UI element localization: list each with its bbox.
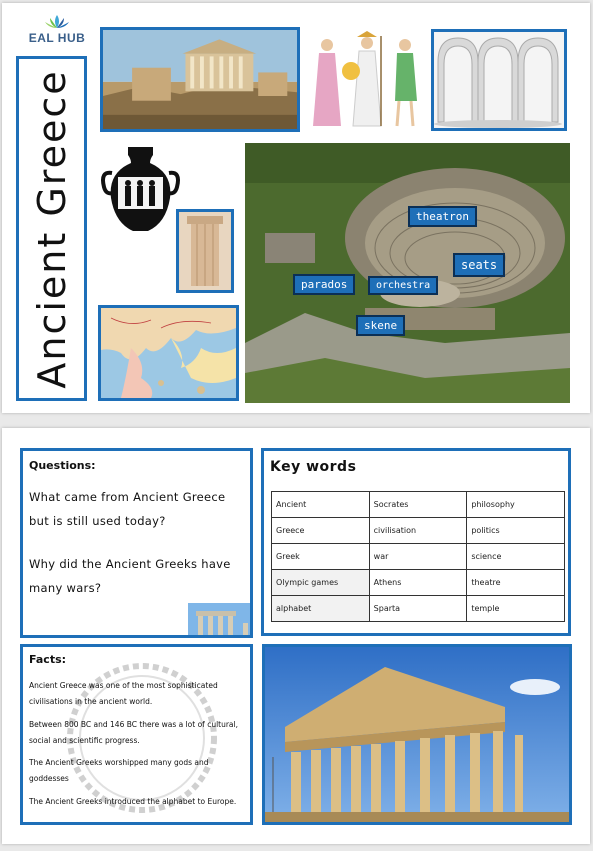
- parthenon-image: [262, 644, 572, 825]
- fact-item: Between 800 BC and 146 BC there was a lot of cultural, social and scientific progress.: [29, 720, 239, 745]
- table-row: [272, 570, 565, 596]
- keyword-cell: Athens: [369, 570, 467, 596]
- fact-item: Ancient Greece was one of the most sophisticated civilisations in the ancient world.: [29, 681, 218, 706]
- greek-theatre-image: [245, 143, 570, 403]
- key-words-table: [271, 491, 565, 622]
- seats-label: seats: [453, 253, 505, 277]
- worksheet-page-1: [2, 3, 590, 413]
- keyword-cell: theatre: [467, 570, 565, 596]
- keyword-cell: temple: [467, 596, 565, 622]
- facts-panel: [20, 644, 253, 825]
- fact-item: The Ancient Greeks worshipped many gods and goddesses: [29, 758, 209, 783]
- questions-heading: Questions:: [29, 459, 96, 472]
- orchestra-label: orchestra: [368, 276, 438, 295]
- key-words-panel: [261, 448, 571, 636]
- eal-hub-logo: [22, 13, 92, 47]
- question-2: Why did the Ancient Greeks have many wars?: [29, 557, 231, 595]
- table-row: [272, 518, 565, 544]
- table-row: [272, 492, 565, 518]
- question-1: What came from Ancient Greece but is still used today?: [29, 490, 226, 528]
- table-row: [272, 596, 565, 622]
- table-row: [272, 544, 565, 570]
- lotus-icon: [44, 13, 70, 29]
- questions-panel: [20, 448, 253, 638]
- keyword-cell: Sparta: [369, 596, 467, 622]
- skene-label: skene: [356, 315, 405, 336]
- keyword-cell: Socrates: [369, 492, 467, 518]
- keyword-cell: Ancient: [272, 492, 370, 518]
- worksheet-page-2: [2, 428, 590, 844]
- keyword-cell: science: [467, 544, 565, 570]
- page-title: Ancient Greece: [29, 68, 74, 389]
- pillar-image: [176, 209, 234, 293]
- temple-ruin-image: [188, 603, 253, 638]
- arches-image: [431, 29, 567, 131]
- keyword-cell: civilisation: [369, 518, 467, 544]
- keyword-cell: war: [369, 544, 467, 570]
- keyword-cell: Olympic games: [272, 570, 370, 596]
- ancient-greece-map-image: [98, 305, 239, 401]
- fact-item: The Ancient Greeks introduced the alphabet to Europe.: [29, 797, 237, 806]
- acropolis-image: [100, 27, 300, 132]
- logo-text: EAL HUB: [28, 31, 86, 45]
- parados-label: parados: [293, 274, 355, 295]
- keyword-cell: politics: [467, 518, 565, 544]
- greek-goddesses-image: [307, 31, 425, 129]
- keyword-cell: Greece: [272, 518, 370, 544]
- theatron-label: theatron: [408, 206, 477, 227]
- title-panel: [16, 56, 87, 401]
- keyword-cell: philosophy: [467, 492, 565, 518]
- greek-vase-image: [98, 143, 183, 235]
- facts-heading: Facts:: [29, 653, 67, 666]
- keyword-cell: alphabet: [272, 596, 370, 622]
- key-words-heading: Key words: [270, 459, 357, 475]
- keyword-cell: Greek: [272, 544, 370, 570]
